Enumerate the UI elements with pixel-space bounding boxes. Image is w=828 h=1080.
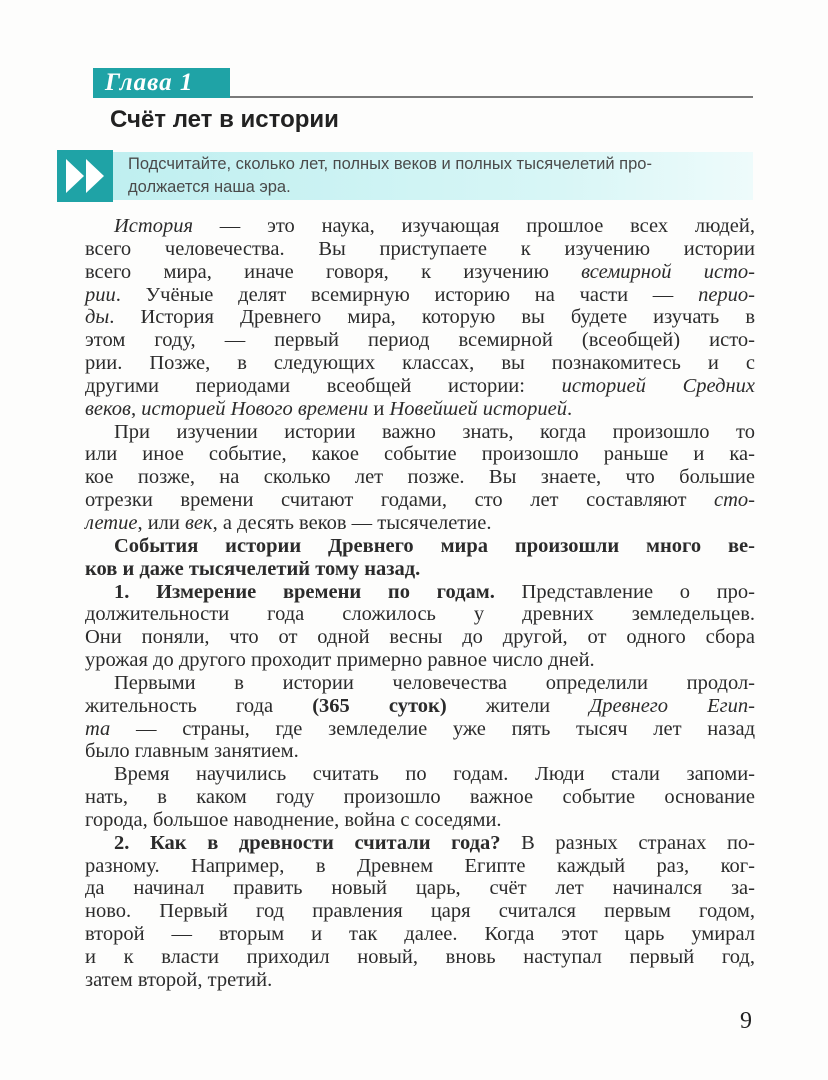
text-segment: этом году, — первый период всемирной (всеобщей) исто- bbox=[85, 329, 755, 352]
text-segment: В разных странах по- bbox=[500, 831, 755, 854]
text-segment: При изучении истории важно знать, когда произошло то bbox=[114, 420, 755, 443]
text-segment: Они поняли, что от одной весны до другой, от одного сбора bbox=[85, 626, 755, 649]
text-line bbox=[85, 238, 755, 261]
text-line bbox=[85, 969, 755, 992]
bold-text: 1. Измерение времени по годам. bbox=[114, 580, 495, 603]
text-line bbox=[85, 284, 755, 307]
text-segment: Время научились считать по годам. Люди стали запоми- bbox=[114, 763, 755, 786]
text-segment: , bbox=[130, 397, 142, 420]
paragraph bbox=[85, 535, 755, 581]
text-line bbox=[85, 398, 755, 421]
chapter-label: Глава 1 bbox=[105, 69, 194, 96]
paragraph bbox=[85, 832, 755, 992]
text-line bbox=[85, 375, 755, 398]
text-segment: . Учёные делят всемирную историю на части — bbox=[115, 283, 699, 306]
text-line bbox=[85, 626, 755, 649]
chapter-badge bbox=[93, 68, 230, 98]
text-segment: урожая до другого проходит примерно равное число дней. bbox=[85, 649, 595, 672]
italic-term: век bbox=[184, 511, 213, 534]
text-line bbox=[85, 261, 755, 284]
text-line bbox=[85, 946, 755, 969]
text-line bbox=[85, 740, 755, 763]
text-line bbox=[85, 466, 755, 489]
text-line bbox=[85, 329, 755, 352]
text-segment: и bbox=[368, 397, 390, 420]
header-rule bbox=[230, 96, 753, 98]
text-segment: города, большое наводнение, война с соседями. bbox=[85, 808, 502, 831]
callout-line: должается наша эра. bbox=[128, 178, 291, 196]
text-line bbox=[85, 535, 755, 558]
bold-text: ков и даже тысячелетий тому назад. bbox=[85, 557, 421, 580]
italic-term: историей Средних bbox=[561, 374, 756, 397]
text-segment: всего мира, иначе говоря, к изучению bbox=[85, 260, 582, 283]
paragraph bbox=[85, 215, 755, 421]
text-segment: рии. Позже, в следующих классах, вы познакомитесь и с bbox=[85, 352, 755, 375]
text-segment: нать, в каком году произошло важное событие основание bbox=[85, 786, 755, 809]
text-line bbox=[85, 215, 755, 238]
italic-term: историей Нового времени bbox=[141, 397, 369, 420]
text-segment: было главным занятием. bbox=[85, 740, 299, 763]
text-segment: жительность года bbox=[85, 694, 313, 717]
bold-text: (365 суток) bbox=[312, 694, 447, 717]
text-line bbox=[85, 352, 755, 375]
paragraph bbox=[85, 421, 755, 535]
body-text bbox=[85, 215, 755, 992]
text-line bbox=[85, 809, 755, 832]
italic-term: Новейшей историей bbox=[389, 397, 567, 420]
text-segment: , а десять веков — тысячелетие. bbox=[212, 511, 492, 534]
text-segment: кое позже, на сколько лет позже. Вы знаете, что большие bbox=[85, 466, 755, 489]
text-line bbox=[85, 923, 755, 946]
text-segment: — это наука, изучающая прошлое всех людей, bbox=[193, 215, 755, 237]
text-line bbox=[85, 832, 755, 855]
italic-term: та bbox=[85, 717, 111, 740]
text-line bbox=[85, 306, 755, 329]
text-line bbox=[85, 763, 755, 786]
text-segment: Первыми в истории человечества определили продол- bbox=[114, 671, 755, 694]
double-forward-arrow-icon bbox=[57, 150, 113, 202]
callout-line: Подсчитайте, сколько лет, полных веков и полных тысячелетий про- bbox=[128, 155, 652, 173]
italic-term: сто- bbox=[714, 489, 755, 512]
text-segment: , или bbox=[137, 511, 185, 534]
text-line bbox=[85, 443, 755, 466]
text-line bbox=[85, 855, 755, 878]
text-line bbox=[85, 877, 755, 900]
paragraph bbox=[85, 763, 755, 832]
paragraph bbox=[85, 672, 755, 763]
text-line bbox=[85, 900, 755, 923]
italic-term: веков bbox=[85, 397, 131, 420]
text-line bbox=[85, 489, 755, 512]
italic-term: летие bbox=[85, 511, 138, 534]
text-segment: ново. Первый год правления царя считался первым годом, bbox=[85, 900, 755, 923]
text-line bbox=[85, 512, 755, 535]
bold-text: События истории Древнего мира произошли много ве- bbox=[114, 534, 755, 557]
paragraph bbox=[85, 581, 755, 672]
text-segment: — страны, где земледелие уже пять тысяч лет назад bbox=[110, 717, 755, 740]
text-segment: жители bbox=[446, 694, 590, 717]
text-segment: другими периодами всеобщей истории: bbox=[85, 374, 562, 397]
text-segment: Представление о про- bbox=[494, 580, 755, 603]
text-segment: затем второй, третий. bbox=[85, 968, 273, 991]
page-title: Счёт лет в истории bbox=[110, 106, 339, 133]
italic-term: ды bbox=[85, 306, 110, 329]
text-segment: второй — вторым и так далее. Когда этот царь умирал bbox=[85, 923, 755, 946]
text-line bbox=[85, 603, 755, 626]
text-segment: да начинал править новый царь, счёт лет начинался за- bbox=[85, 877, 755, 900]
italic-term: перио- bbox=[698, 283, 755, 306]
text-segment: . История Древнего мира, которую вы будете изучать в bbox=[109, 306, 755, 329]
text-line bbox=[85, 649, 755, 672]
page-number: 9 bbox=[740, 1008, 752, 1034]
text-line bbox=[85, 558, 755, 581]
text-line bbox=[85, 695, 755, 718]
text-line bbox=[85, 718, 755, 741]
italic-term: рии bbox=[85, 283, 116, 306]
text-segment: или иное событие, какое событие произошло раньше и ка- bbox=[85, 443, 755, 466]
text-segment: должительности года сложилось у древних земледельцев. bbox=[85, 603, 755, 626]
italic-term: История bbox=[114, 215, 193, 237]
text-segment: . bbox=[567, 397, 573, 420]
text-line bbox=[85, 581, 755, 604]
text-line bbox=[85, 786, 755, 809]
bold-text: 2. Как в древности считали года? bbox=[114, 831, 501, 854]
text-line bbox=[85, 672, 755, 695]
callout-text bbox=[128, 153, 748, 199]
text-segment: и к власти приходил новый, вновь наступал первый год, bbox=[85, 946, 755, 968]
text-segment: разному. Например, в Древнем Египте каждый раз, ког- bbox=[85, 854, 755, 877]
text-segment: всего человечества. Вы приступаете к изучению истории bbox=[85, 237, 755, 260]
italic-term: Древнего Егип- bbox=[589, 694, 756, 717]
text-line bbox=[85, 421, 755, 444]
text-segment: отрезки времени считают годами, сто лет составляют bbox=[85, 489, 715, 512]
italic-term: всемирной исто- bbox=[581, 260, 755, 283]
